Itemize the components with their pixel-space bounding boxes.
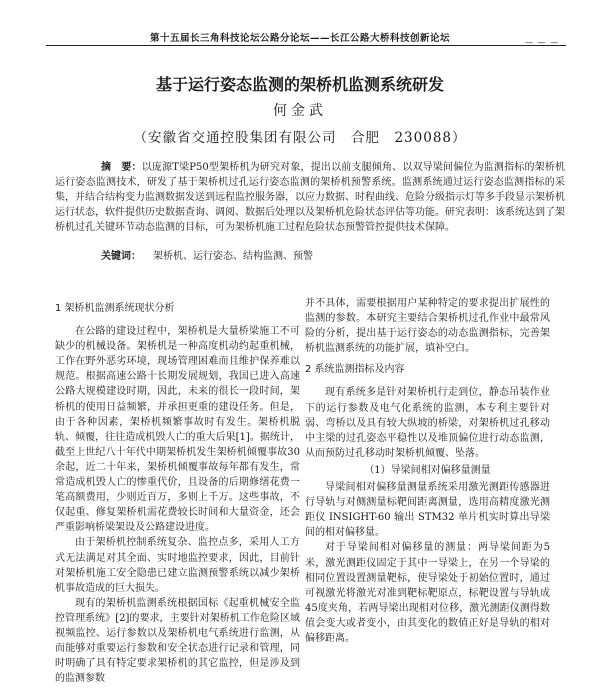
abstract bbox=[55, 160, 565, 235]
paragraph-5: 导梁间相对偏移量测量系统采用激光测距传感器进行导轨与对侧测量标靶间距离测量，选用高精度激光测距仪 INSIGHT-60 输出 STM32 单片机实时算出导梁间的相对偏移量。 bbox=[305, 482, 550, 539]
paragraph-continued: 并不具体，需要根据用户某种特定的要求提出扩展性的监测的参数。本研究主要结合架桥机过孔作业中最常风险的分析，提出基于运行姿态的动态监测指标，完善架桥机监测系统的功能扩展，填补空白。 bbox=[305, 298, 550, 355]
keywords-label: 关键词： bbox=[101, 251, 141, 262]
keywords bbox=[55, 249, 565, 264]
section-1-heading: 1 架桥机监测系统现状分析 bbox=[55, 303, 175, 314]
abstract-text: 以庞源T梁P50型架桥机为研究对象，提出以前支腿倾角、以双导梁间偏位为监测指标的架桥机运行姿态监测技术，研发了基于架桥机过孔运行姿态监测的架桥机预警系统。监测系统通过运行姿态监测指标的采集，并结合结构变力监测数据发送到远程监控服务器，以应力数据、时程曲线、危险分级指示灯等多手段显示架桥机运行状态，软件提供历史数据查询、调阅、数据后处理以及架桥机危险状态评估等功能。研究表明：该系统达到了架桥机过孔关键环节动态监测的目标，可为架桥机施工过程危险状态预警管控提供技术保障。 bbox=[55, 162, 566, 233]
left-column bbox=[55, 295, 300, 686]
header-dashes: — — — bbox=[525, 38, 560, 47]
header-rule bbox=[46, 45, 566, 46]
paper-affiliation: （安徽省交通控股集团有限公司 合肥 230088） bbox=[133, 130, 467, 146]
paragraph-6: 对于导梁间相对偏移量的测量：两导梁间距为5米，激光测距仪固定于其中一导梁上，在另一个导梁的相同位置设置测量靶标，使导梁处于初始位置时，通过可视激光将激光对准到靶标靶原点，标靶设置与导轨成45度夹角，若两导梁出现相对位移，激光测距仪测得数值会变大或者变小，由其变化的数值正好是导轨的相对偏移距离。 bbox=[305, 542, 550, 644]
paper-title: 基于运行姿态监测的架桥机监测系统研发 bbox=[155, 75, 444, 94]
paragraph-2: 由于架桥机控制系统复杂、监控点多，采用人工方式无法满足对其全面、实时地监控要求，因此，目前针对架桥机施工安全隐患已建立监测预警系统以减少架桥机事故造成的巨大损失。 bbox=[55, 537, 300, 594]
keywords-text: 架桥机、运行姿态、结构监测、预警 bbox=[153, 251, 313, 262]
section-2-heading: 2 系统监测指标及内容 bbox=[305, 364, 405, 376]
right-column bbox=[305, 296, 550, 646]
subsection-1-heading: （1）导梁间相对偏移量测量 bbox=[364, 464, 491, 476]
paragraph-1: 在公路的建设过程中，架桥机是大量桥梁施工不可缺少的机械设备。架桥机是一种高度机动约起重机械，工作在野外恶劣环境，现场管理困难而且维护保养难以规范。根据高速公路十长期发展规划，我国已进入高速公路大规模建设时期，因此，未来的很长一段时间，架桥机的使用日益频繁，并承担更重的建设任务。但是，由于各种因素，架桥机频繁事故时有发生。架桥机脱轨、倾覆，往往造成机毁人亡的重大后果[1]。据统计，截至上世纪八十年代中期架桥机发生架桥机倾覆事故30余起，近二十年来，架桥机倾覆事故每年都有发生，常常造成机毁人亡的惨重代价，且设备的后期修缮花费一笔高额费用，少则近百万，多则上千万。这些事故，不仅起重、修复架桥机需花费较长时间和大量资金，还会严重影响桥梁架设及公路建设进度。 bbox=[55, 326, 300, 534]
paragraph-3: 现有的架桥机监测系统根据国标《起重机械安全监控管理系统》[2]的要求，主要针对架桥机工作危险区域视频监控、运行参数以及架桥机电气系统进行监测，从而能够对重要运行参数和安全状态进行记录和管理，同时明确了具有特定要求架桥机的其它监控，但是涉及到的监测参数 bbox=[55, 597, 300, 685]
paper-author: 何金武 bbox=[273, 103, 327, 119]
abstract-label: 摘 要： bbox=[101, 162, 142, 173]
running-header: 第十五届长三角科技论坛公路分论坛——长江公路大桥科技创新论坛 bbox=[149, 33, 450, 44]
paragraph-4: 现有系统多是针对架桥机行走到位，静态吊装作业下的运行参数及电气化系统的监测，本专利主要针对弱、弯桥以及具有较大纵坡的桥梁，对架桥机过孔移动中主梁的过孔姿态平稳性以及堆顶偏位进行动态监测，从而预防过孔移动时架桥机倾覆、坠落。 bbox=[305, 387, 550, 459]
